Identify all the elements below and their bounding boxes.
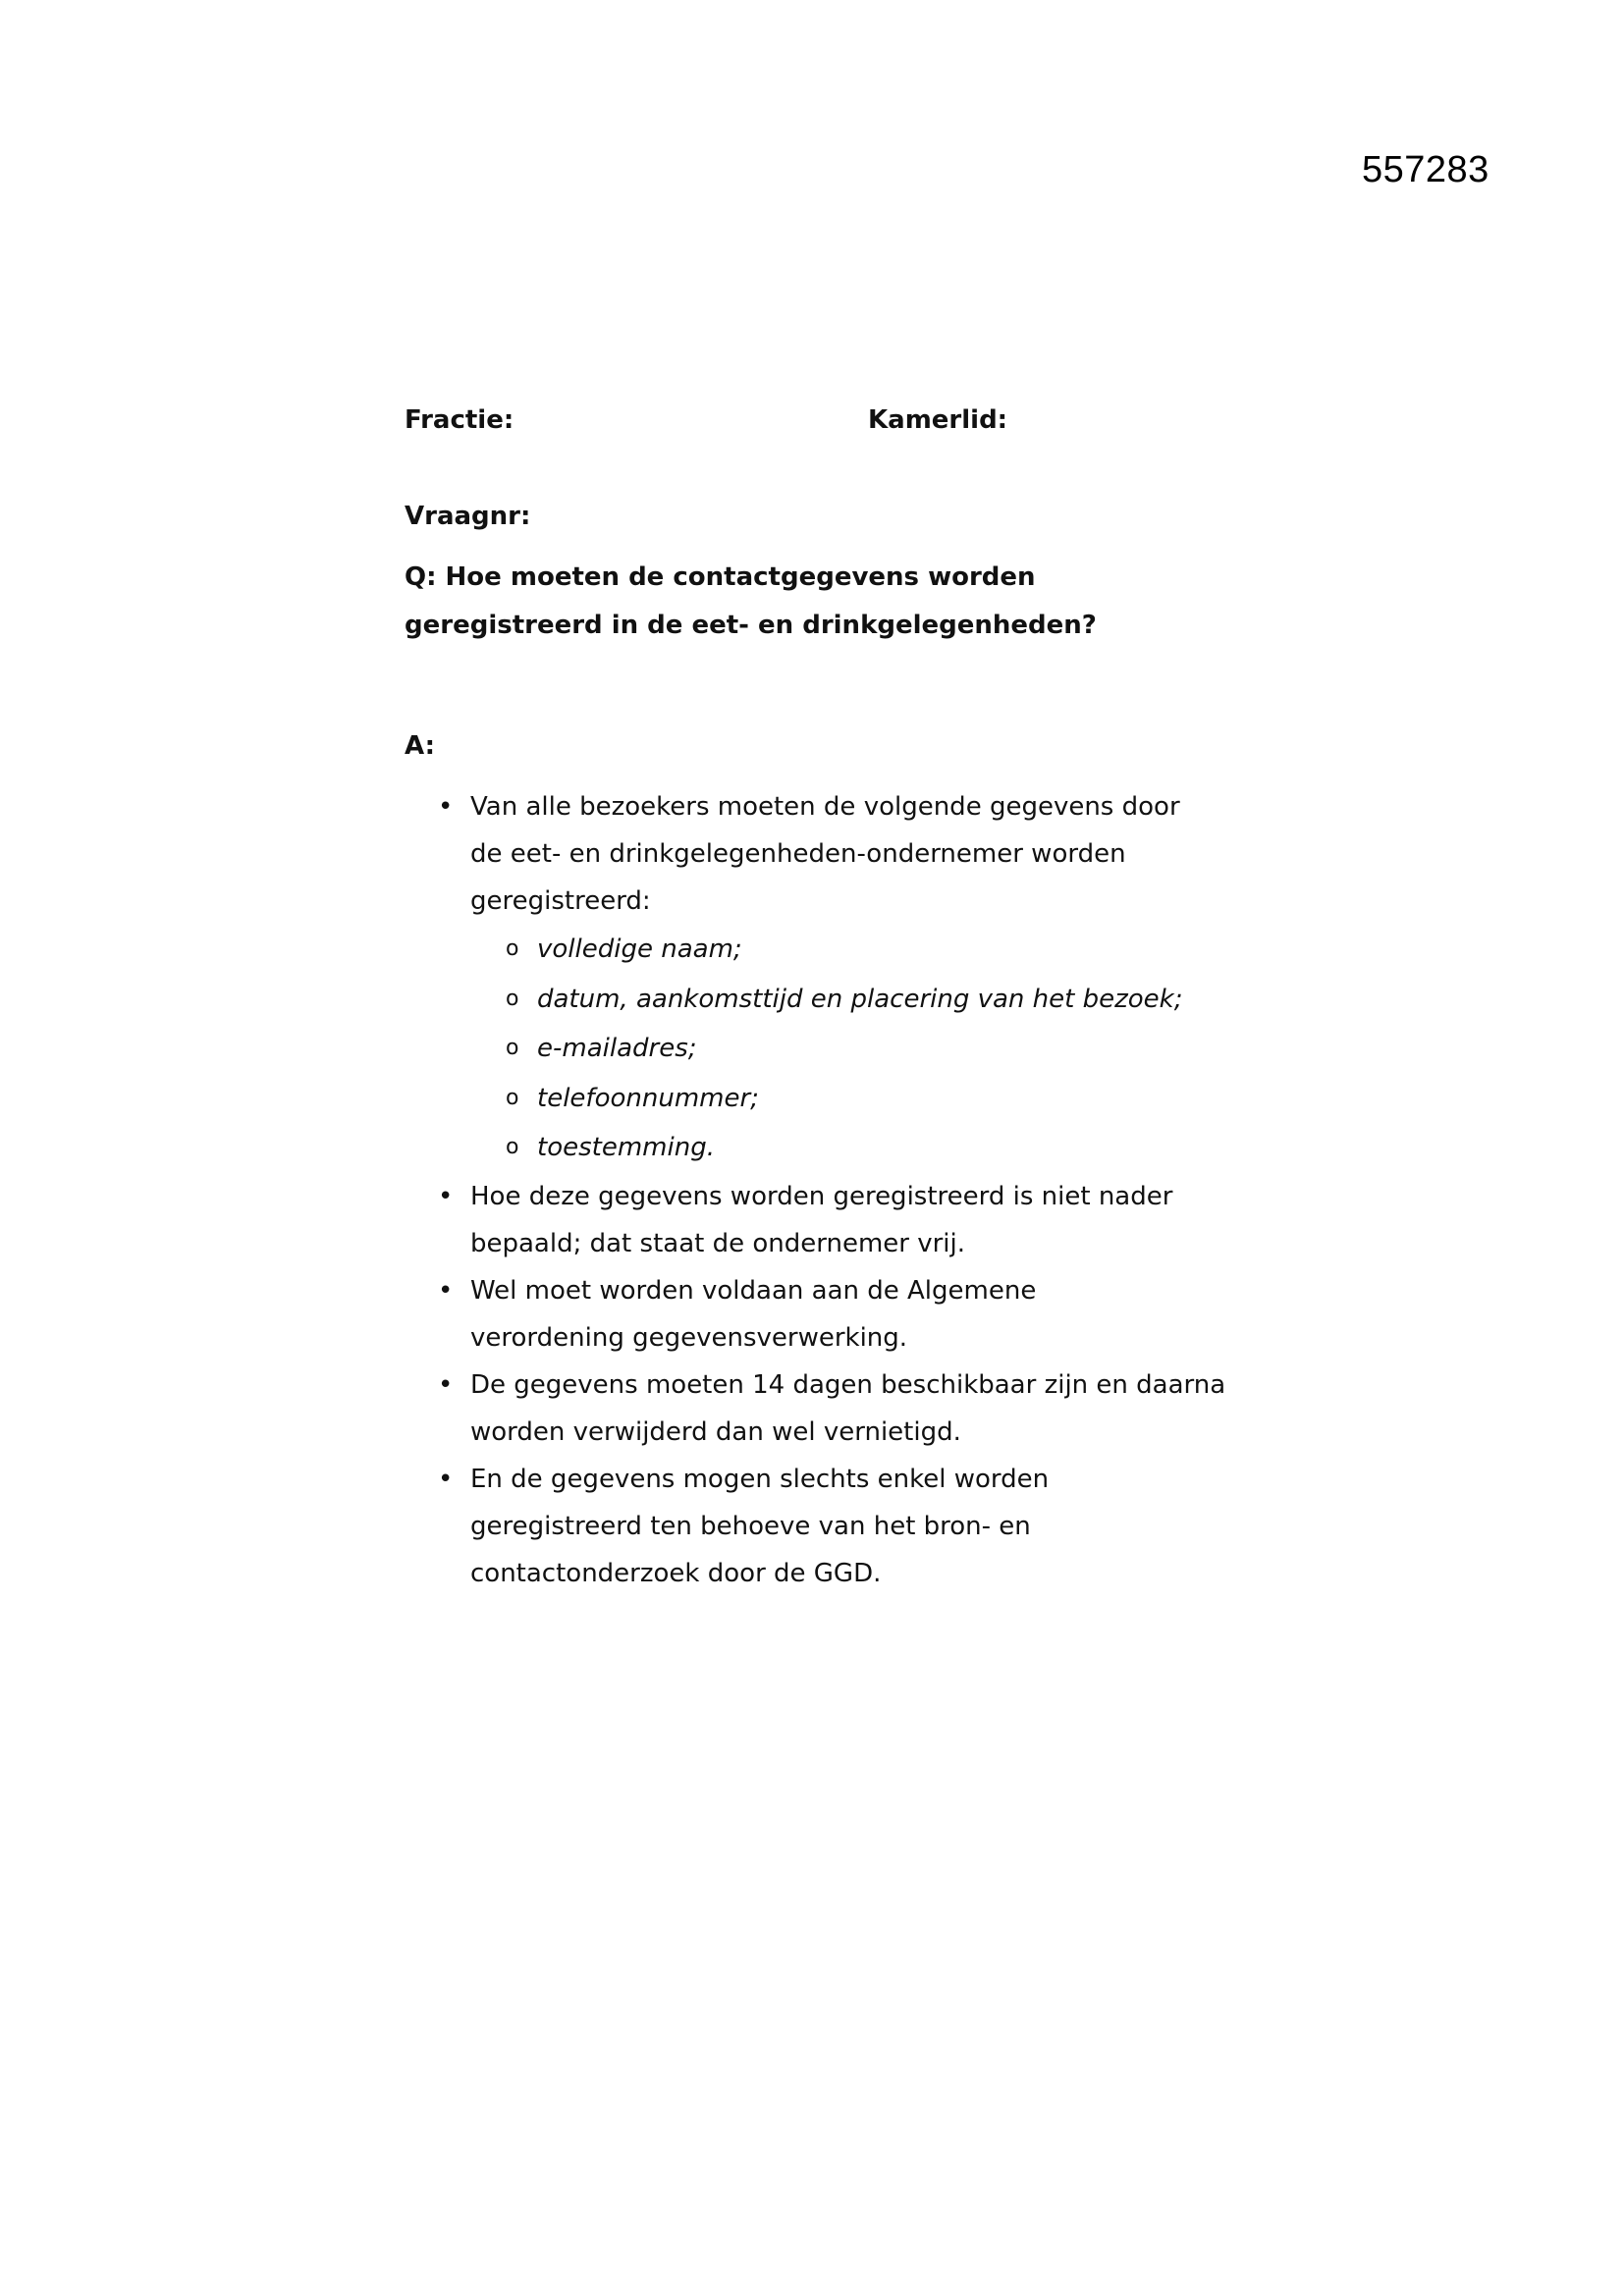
answer-item: • En de gegevens mogen slechts enkel worden geregistreerd ten behoeve van het bron- en contactonderzoek door de GGD.	[405, 1456, 1269, 1597]
answer-item: • Wel moet worden voldaan aan de Algemene verordening gegevensverwerking.	[405, 1267, 1269, 1362]
required-field-item: o datum, aankomsttijd en placering van het bezoek;	[470, 975, 1269, 1025]
answer-item: • Van alle bezoekers moeten de volgende gegevens door de eet- en drinkgelegenheden-ondernemer worden geregistreerd: o volledige naam; o datum, aankomsttijd en placering van het bezoek; o e-mailadres; o telefoonnummer; o toestemming.	[405, 783, 1269, 1173]
required-field-item: o toestemming.	[470, 1123, 1269, 1173]
fractie-label: Fractie:	[405, 405, 514, 435]
answer-list	[405, 783, 1269, 1597]
required-fields-list	[470, 925, 1269, 1173]
kamerlid-label: Kamerlid:	[868, 405, 1008, 435]
answer-item: • Hoe deze gegevens worden geregistreerd is niet nader bepaald; dat staat de ondernemer vrij.	[405, 1173, 1269, 1267]
question	[405, 554, 1269, 650]
required-field-item: o telefoonnummer;	[470, 1074, 1269, 1124]
answer-item: • De gegevens moeten 14 dagen beschikbaar zijn en daarna worden verwijderd dan wel vernietigd.	[405, 1362, 1269, 1456]
question-line-2: geregistreerd in de eet- en drinkgelegenheden?	[405, 611, 1097, 640]
answer-label: A:	[405, 731, 436, 761]
question-line-1: Q: Hoe moeten de contactgegevens worden	[405, 562, 1036, 592]
required-field-item: o volledige naam;	[470, 925, 1269, 975]
vraagnr-label: Vraagnr:	[405, 502, 531, 531]
document-number: 557283	[1362, 149, 1489, 190]
required-field-item: o e-mailadres;	[470, 1024, 1269, 1074]
